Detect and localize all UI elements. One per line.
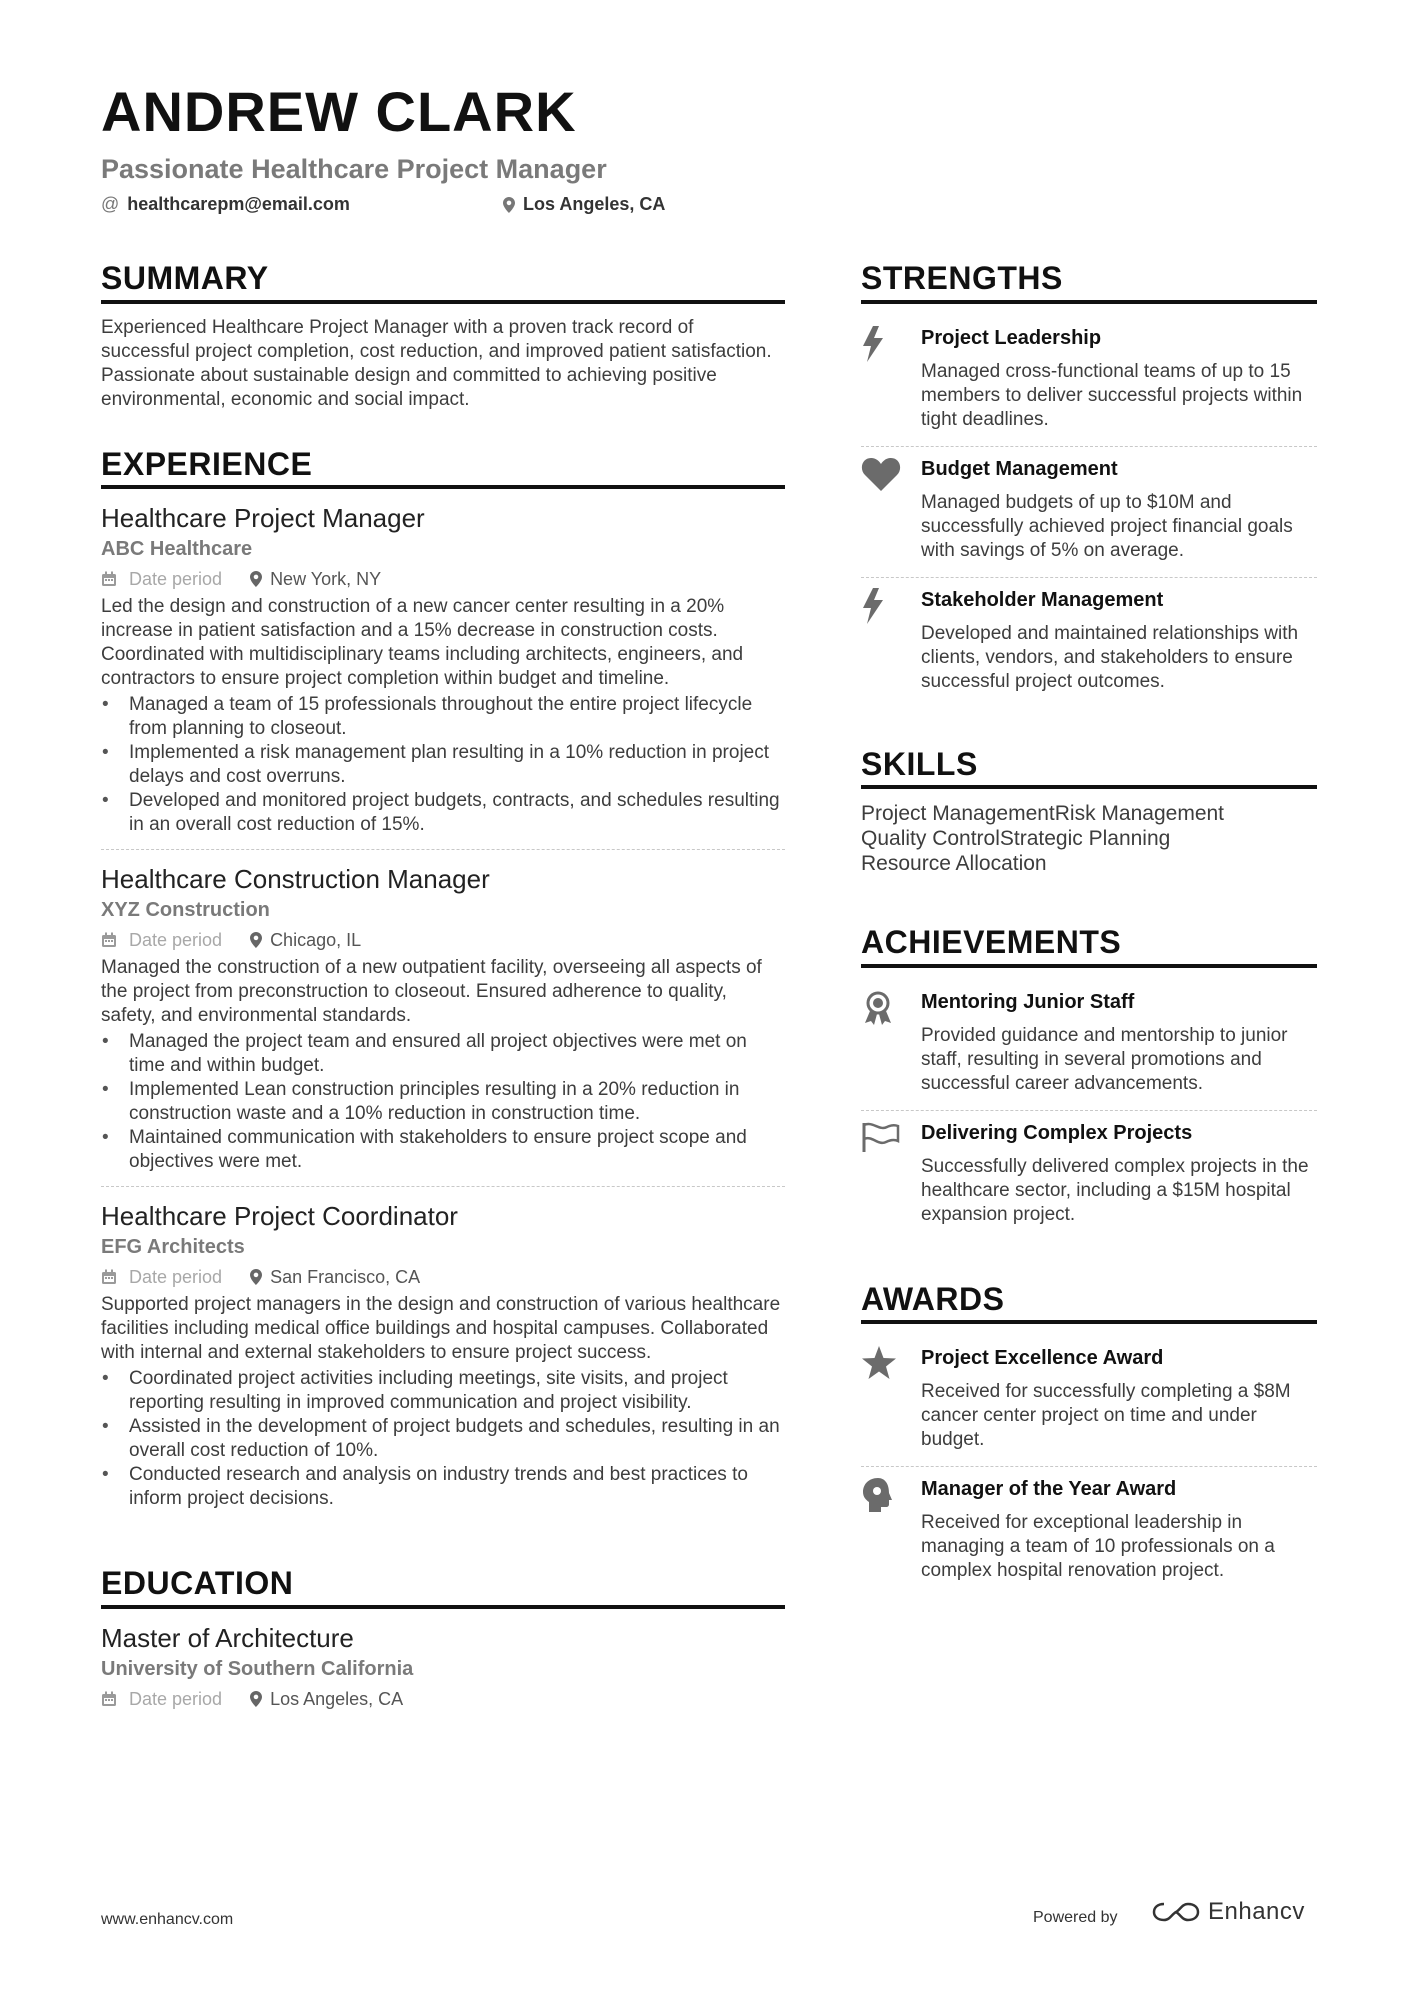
job-bullets	[101, 693, 785, 837]
section-title: EDUCATION	[101, 1567, 785, 1609]
bolt-icon	[861, 326, 885, 362]
candidate-tagline: Passionate Healthcare Project Manager	[101, 154, 607, 184]
job-date: Date period	[129, 1267, 223, 1288]
job-meta	[101, 926, 785, 954]
education-school: University of Southern California	[101, 1657, 414, 1680]
job-entry	[101, 501, 785, 850]
skills-line: Resource Allocation	[861, 852, 1047, 876]
left-column	[101, 262, 785, 1749]
award-title: Project Excellence Award	[921, 1347, 1164, 1370]
job-title: Healthcare Project Coordinator	[101, 1201, 458, 1232]
strength-desc: Managed budgets of up to $10M and successfully achieved project financial goals with savings of 5% on average.	[921, 491, 1293, 561]
award-item	[861, 1467, 1317, 1597]
education-location: Los Angeles, CA	[270, 1688, 404, 1709]
award-desc: Received for successfully completing a $8M cancer center project on time and under budget.	[921, 1381, 1291, 1451]
strength-title: Project Leadership	[921, 326, 1102, 349]
job-description: Managed the construction of a new outpatient facility, overseeing all aspects of the project from preconstruction to closeout. Ensured adherence to quality, safety, and environmental standards.	[101, 957, 762, 1027]
job-title: Healthcare Project Manager	[101, 503, 425, 534]
brand-name: Enhancv	[1208, 1898, 1305, 1925]
job-entry	[101, 862, 785, 1187]
heart-icon	[861, 457, 901, 491]
section-title: STRENGTHS	[861, 262, 1317, 304]
at-icon: @	[101, 194, 120, 214]
education-meta	[101, 1685, 785, 1713]
bullet-item: • Maintained communication with stakeholders to ensure project scope and objectives were met.	[101, 1126, 785, 1174]
location-pin-icon	[503, 197, 515, 213]
achievement-title: Delivering Complex Projects	[921, 1121, 1193, 1144]
award-desc: Received for exceptional leadership in managing a team of 10 professionals on a complex hospital renovation project.	[921, 1512, 1275, 1582]
calendar-icon	[101, 1691, 117, 1707]
location-pin-icon	[250, 571, 262, 587]
skills-line: Project ManagementRisk Management	[861, 802, 1225, 826]
strength-desc: Managed cross-functional teams of up to 15 members to deliver successful projects within tight deadlines.	[921, 360, 1303, 430]
job-description: Supported project managers in the design and construction of various healthcare facilities including medical office buildings and hospital campuses. Collaborated with internal and external stakeholders to ensure project success.	[101, 1294, 781, 1364]
head-icon	[861, 1477, 895, 1513]
achievement-title: Mentoring Junior Staff	[921, 990, 1135, 1013]
right-column	[861, 262, 1317, 1633]
bullet-item: • Implemented Lean construction principles resulting in a 20% reduction in construction waste and a 10% reduction in construction time.	[101, 1078, 785, 1126]
section-title: SKILLS	[861, 748, 1317, 790]
bullet-item: • Conducted research and analysis on industry trends and best practices to inform project decisions.	[101, 1463, 785, 1511]
achievement-item	[861, 1111, 1317, 1241]
email-text: healthcarepm@email.com	[127, 194, 350, 214]
powered-by-label: Powered by	[1033, 1909, 1118, 1926]
calendar-icon	[101, 571, 117, 587]
strengths-section	[861, 262, 1317, 708]
skills-section	[861, 745, 1317, 877]
education-section	[101, 1567, 785, 1713]
job-company: XYZ Construction	[101, 899, 270, 922]
strength-item	[861, 447, 1317, 578]
job-location: Chicago, IL	[270, 930, 362, 951]
award-title: Manager of the Year Award	[921, 1478, 1177, 1501]
achievement-item	[861, 980, 1317, 1111]
achievement-desc: Successfully delivered complex projects in the healthcare sector, including a $15M hospital expansion project.	[921, 1155, 1309, 1225]
experience-section	[101, 445, 785, 1524]
job-date: Date period	[129, 569, 223, 590]
location-text: Los Angeles, CA	[523, 194, 666, 214]
job-company: EFG Architects	[101, 1236, 245, 1259]
job-location: New York, NY	[270, 569, 382, 590]
bullet-item: • Implemented a risk management plan resulting in a 10% reduction in project delays and cost overruns.	[101, 741, 785, 789]
calendar-icon	[101, 1269, 117, 1285]
education-date: Date period	[129, 1688, 223, 1709]
bullet-item: • Managed the project team and ensured all project objectives were met on time and within budget.	[101, 1030, 785, 1078]
section-title: ACHIEVEMENTS	[861, 926, 1317, 968]
job-bullets	[101, 1030, 785, 1174]
summary-section	[101, 262, 785, 412]
section-title: EXPERIENCE	[101, 448, 785, 490]
job-entry	[101, 1199, 785, 1523]
strength-item	[861, 578, 1317, 708]
location-pin-icon	[250, 1691, 262, 1707]
candidate-name: ANDREW CLARK	[101, 80, 577, 143]
achievements-section	[861, 926, 1317, 1241]
calendar-icon	[101, 932, 117, 948]
skills-list	[861, 801, 1317, 876]
job-meta	[101, 565, 785, 593]
award-ribbon-icon	[861, 990, 895, 1026]
summary-text: Experienced Healthcare Project Manager with a proven track record of successful project completion, cost reduction, and improved patient satisfaction. Passionate about sustainable design and committed to achieving positive environmental, economic and social impact.	[101, 316, 772, 410]
brand-logo[interactable]	[1152, 1898, 1305, 1926]
achievement-desc: Provided guidance and mentorship to junior staff, resulting in several promotions and successful career advancements.	[921, 1024, 1288, 1094]
strength-desc: Developed and maintained relationships with clients, vendors, and stakeholders to ensure successful project outcomes.	[921, 622, 1299, 692]
section-title: AWARDS	[861, 1283, 1317, 1325]
strength-title: Budget Management	[921, 457, 1118, 480]
section-title: SUMMARY	[101, 262, 785, 304]
job-bullets	[101, 1367, 785, 1511]
footer-website-link[interactable]: www.enhancv.com	[101, 1911, 234, 1928]
bullet-item: • Assisted in the development of project budgets and schedules, resulting in an overall cost reduction of 10%.	[101, 1415, 785, 1463]
job-description: Led the design and construction of a new cancer center resulting in a 20% increase in patient satisfaction and a 15% decrease in construction costs. Coordinated with multidisciplinary teams including architects, engineers, and contractors to ensure project completion within budget and timeline.	[101, 596, 744, 690]
job-title: Healthcare Construction Manager	[101, 864, 490, 895]
contact-location	[503, 194, 665, 215]
bullet-item: • Coordinated project activities including meetings, site visits, and project reporting resulting in improved communication and project visibility.	[101, 1367, 785, 1415]
job-company: ABC Healthcare	[101, 538, 253, 561]
awards-section	[861, 1280, 1317, 1598]
job-meta	[101, 1263, 785, 1291]
bullet-item: • Managed a team of 15 professionals throughout the entire project lifecycle from planning to closeout.	[101, 693, 785, 741]
enhancv-logo-icon	[1152, 1900, 1200, 1924]
strength-title: Stakeholder Management	[921, 588, 1164, 611]
job-location: San Francisco, CA	[270, 1267, 421, 1288]
flag-icon	[861, 1121, 901, 1153]
job-date: Date period	[129, 930, 223, 951]
contact-email[interactable]	[101, 194, 350, 215]
star-icon	[861, 1346, 897, 1380]
location-pin-icon	[250, 1269, 262, 1285]
location-pin-icon	[250, 932, 262, 948]
bullet-item: • Developed and monitored project budgets, contracts, and schedules resulting in an overall cost reduction of 15%.	[101, 789, 785, 837]
award-item	[861, 1336, 1317, 1467]
bolt-icon	[861, 588, 885, 624]
strength-item	[861, 316, 1317, 447]
skills-line: Quality ControlStrategic Planning	[861, 827, 1171, 851]
education-degree: Master of Architecture	[101, 1622, 354, 1653]
